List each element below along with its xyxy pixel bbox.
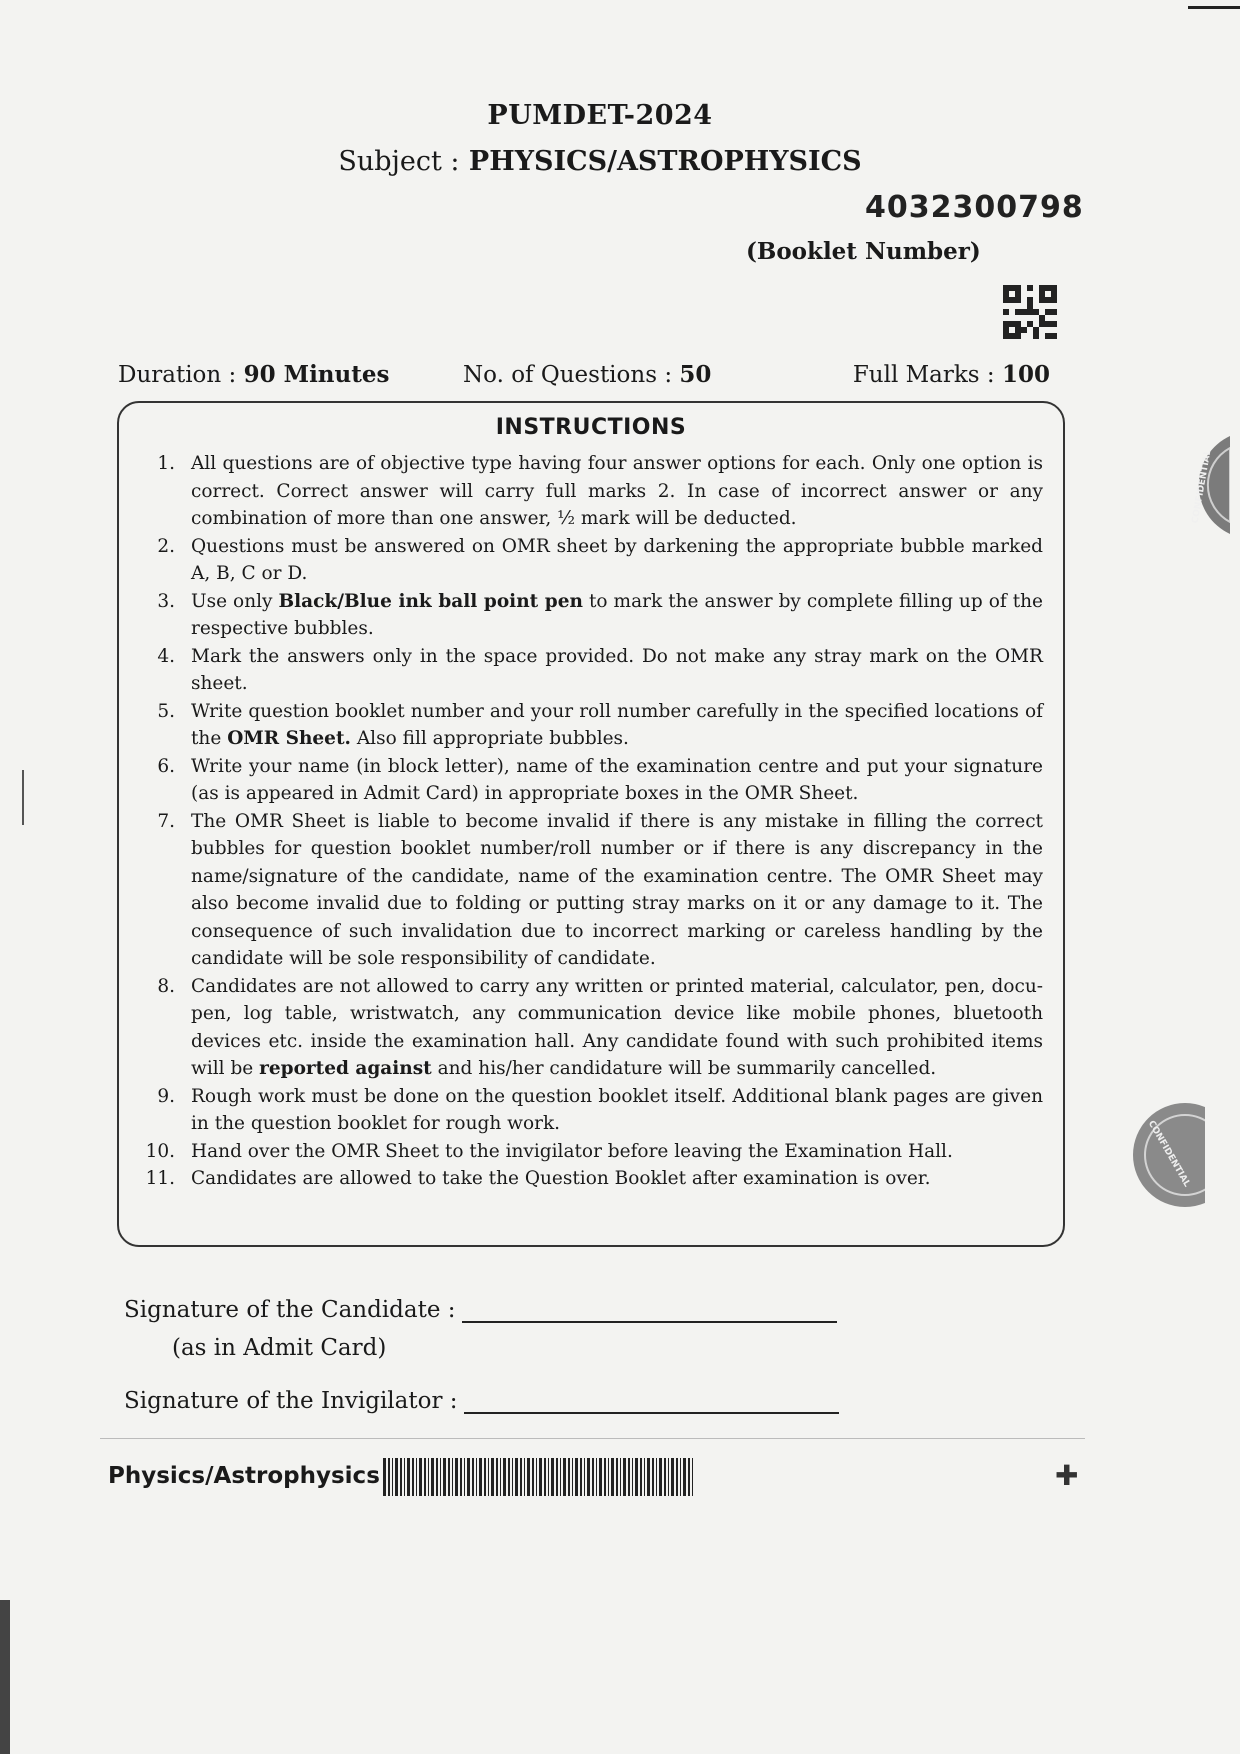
barcode-bar — [443, 1458, 446, 1496]
barcode-bar — [503, 1458, 506, 1496]
instruction-text: Candidates are allowed to take the Question Booklet after examination is over. — [191, 1168, 931, 1189]
barcode-bar — [644, 1458, 645, 1496]
barcode-bar — [575, 1458, 578, 1496]
barcode-bar — [512, 1458, 513, 1496]
barcode-bar — [395, 1458, 398, 1496]
instruction-number: 11. — [145, 1168, 175, 1189]
barcode-bar — [671, 1458, 674, 1496]
instruction-text: Hand over the OMR Sheet to the invigilator before leaving the Examination Hall. — [191, 1140, 953, 1162]
instruction-emphasis: reported against — [259, 1058, 432, 1079]
barcode-bar — [472, 1458, 474, 1496]
instruction-text: Rough work must be done on the question booklet itself. Additional blank pages are given in the question booklet for rough work. — [191, 1085, 1043, 1134]
barcode-bar — [460, 1458, 462, 1496]
scan-edge-mark — [0, 1600, 10, 1754]
instruction-number: 4. — [157, 645, 175, 667]
barcode-bar — [604, 1458, 606, 1496]
barcode-bar — [568, 1458, 570, 1496]
stamp-label: CONFIDENTIAL — [1145, 1119, 1192, 1189]
invigilator-signature-row — [124, 1388, 839, 1414]
instruction-text: The OMR Sheet is liable to become invalid if there is any mistake in filling the correct bubbles for question booklet number/roll number or if there is any discrepancy in the name/signature of the candidate, name of the examination centre. The OMR Sheet may also become invalid due to folding or putting stray marks on it or any damage to it. The consequence of such invalidation due to incorrect marking or careless handling by the candidate will be sole responsibility of candidate. — [191, 810, 1043, 969]
instruction-item — [139, 1165, 1043, 1193]
booklet-caption: (Booklet Number) — [746, 238, 981, 265]
instruction-item — [139, 533, 1043, 588]
subject-line — [0, 146, 1200, 177]
subject-prefix: Subject : — [338, 146, 460, 177]
instruction-text: and his/her candidature will be summarily cancelled. — [431, 1058, 937, 1079]
barcode-bar — [527, 1458, 530, 1496]
barcode-bar — [496, 1458, 498, 1496]
barcode-bar — [584, 1458, 585, 1496]
barcode-bar — [652, 1458, 654, 1496]
question-count: No. of Questions : 50 — [463, 361, 712, 388]
instruction-item — [139, 643, 1043, 698]
barcode-bar — [596, 1458, 597, 1496]
barcode-bar — [520, 1458, 522, 1496]
instruction-item — [139, 588, 1043, 643]
barcode-bar — [407, 1458, 410, 1496]
barcode-bar — [628, 1458, 630, 1496]
barcode-bar — [620, 1458, 621, 1496]
barcode-bar — [692, 1458, 693, 1496]
barcode-bar — [640, 1458, 642, 1496]
barcode-bar — [664, 1458, 666, 1496]
barcode-bar — [611, 1458, 614, 1496]
barcode-bar — [688, 1458, 690, 1496]
barcode-bar — [404, 1458, 405, 1496]
footer-divider — [100, 1438, 1085, 1439]
barcode-bar — [448, 1458, 450, 1496]
instruction-number: 10. — [145, 1140, 175, 1162]
barcode-bar — [659, 1458, 662, 1496]
instructions-heading: INSTRUCTIONS — [495, 415, 687, 440]
instructions-list — [139, 450, 1043, 1193]
barcode-icon — [383, 1458, 695, 1496]
barcode-bar — [656, 1458, 657, 1496]
confidential-stamp-icon — [1140, 430, 1230, 540]
barcode-bar — [683, 1458, 686, 1496]
barcode-bar — [548, 1458, 549, 1496]
barcode-bar — [560, 1458, 561, 1496]
barcode-bar — [539, 1458, 542, 1496]
candidate-signature-note: (as in Admit Card) — [172, 1335, 387, 1361]
qr-code-icon — [1003, 285, 1057, 339]
barcode-bar — [467, 1458, 470, 1496]
barcode-bar — [440, 1458, 441, 1496]
instruction-text: All questions are of objective type having four answer options for each. Only one option is correct. Correct answer will carry full marks 2. In case of incorrect answer or any combination of more than one answer, ½ mark will be deducted. — [191, 453, 1043, 529]
exam-title: PUMDET-2024 — [487, 100, 713, 131]
instruction-item — [139, 1083, 1043, 1138]
instruction-emphasis: OMR Sheet. — [227, 728, 351, 749]
instruction-item — [139, 753, 1043, 808]
barcode-bar — [635, 1458, 638, 1496]
instruction-number: 3. — [157, 590, 175, 612]
barcode-bar — [431, 1458, 434, 1496]
footer-subject: Physics/Astrophysics — [108, 1463, 380, 1489]
barcode-bar — [524, 1458, 525, 1496]
barcode-bar — [532, 1458, 534, 1496]
barcode-bar — [388, 1458, 390, 1496]
instruction-text: to mark the answer by complete filling up of the respective bubbles. — [191, 590, 1044, 639]
instruction-number: 2. — [157, 535, 175, 557]
barcode-bar — [647, 1458, 650, 1496]
barcode-bar — [599, 1458, 602, 1496]
barcode-bar — [551, 1458, 554, 1496]
barcode-bar — [515, 1458, 518, 1496]
registration-mark-icon: ✚ — [1055, 1459, 1079, 1492]
exam-meta-row — [118, 361, 1050, 393]
invigilator-signature-line — [464, 1412, 839, 1414]
instruction-text: Questions must be answered on OMR sheet by darkening the appropriate bubble marked A, B, C or D. — [191, 535, 1043, 584]
candidate-signature-line — [462, 1321, 837, 1323]
duration: Duration : 90 Minutes — [118, 361, 390, 388]
barcode-bar — [416, 1458, 417, 1496]
instruction-item — [139, 973, 1043, 1083]
barcode-bar — [479, 1458, 482, 1496]
subject-name: PHYSICS/ASTROPHYSICS — [468, 146, 862, 177]
instruction-number: 8. — [157, 975, 175, 997]
barcode-bar — [536, 1458, 537, 1496]
barcode-bar — [419, 1458, 422, 1496]
barcode-bar — [424, 1458, 426, 1496]
instruction-text: Mark the answers only in the space provided. Do not make any stray mark on the OMR sheet. — [191, 645, 1043, 694]
barcode-bar — [556, 1458, 558, 1496]
barcode-bar — [392, 1458, 393, 1496]
stamp-label: CONFIDENTIAL — [1190, 449, 1214, 525]
barcode-bar — [572, 1458, 573, 1496]
barcode-bar — [616, 1458, 618, 1496]
instruction-text: Write your name (in block letter), name of the examination centre and put your signature (as is appeared in Admit Card) in appropriate boxes in the OMR Sheet. — [191, 755, 1043, 804]
barcode-bar — [412, 1458, 414, 1496]
barcode-bar — [680, 1458, 681, 1496]
barcode-bar — [400, 1458, 402, 1496]
instruction-emphasis: Black/Blue ink ball point pen — [278, 590, 583, 612]
confidential-stamp-icon — [1115, 1100, 1205, 1210]
barcode-bar — [544, 1458, 546, 1496]
barcode-bar — [491, 1458, 494, 1496]
barcode-bar — [580, 1458, 582, 1496]
barcode-bar — [592, 1458, 594, 1496]
instruction-number: 1. — [157, 453, 175, 474]
instruction-text: Candidates are not allowed to carry any written or printed material, calculator, pen, docu-pen, log table, wristwatch, any communication device like mobile phones, bluetooth devices etc. inside the examination hall. Any candidate found with such prohibited items will be — [191, 975, 1043, 1079]
instruction-text: Write question booklet number and your roll number carefully in the specified locations of the — [191, 700, 1043, 749]
instruction-number: 5. — [157, 700, 175, 722]
page-edge-mark — [1188, 6, 1240, 9]
barcode-bar — [676, 1458, 678, 1496]
instruction-number: 7. — [157, 810, 175, 832]
barcode-bar — [428, 1458, 429, 1496]
barcode-bar — [488, 1458, 489, 1496]
barcode-bar — [587, 1458, 590, 1496]
barcode-bar — [455, 1458, 458, 1496]
candidate-signature-label: Signature of the Candidate : — [124, 1297, 456, 1323]
full-marks: Full Marks : 100 — [852, 361, 1050, 388]
candidate-signature-row — [124, 1297, 837, 1323]
instruction-item — [139, 450, 1043, 533]
instruction-text: Also fill appropriate bubbles. — [350, 728, 629, 749]
barcode-bar — [608, 1458, 609, 1496]
barcode-bar — [623, 1458, 626, 1496]
barcode-bar — [508, 1458, 510, 1496]
barcode-bar — [668, 1458, 669, 1496]
barcode-bar — [464, 1458, 465, 1496]
stray-mark — [22, 770, 24, 825]
barcode-bar — [632, 1458, 633, 1496]
instruction-item — [139, 698, 1043, 753]
invigilator-signature-label: Signature of the Invigilator : — [124, 1388, 458, 1414]
instruction-number: 9. — [157, 1085, 175, 1107]
instruction-item — [139, 808, 1043, 973]
barcode-bar — [452, 1458, 453, 1496]
instruction-number: 6. — [157, 755, 175, 777]
barcode-bar — [500, 1458, 501, 1496]
barcode-bar — [484, 1458, 486, 1496]
barcode-bar — [383, 1458, 386, 1496]
instructions-box — [117, 401, 1065, 1247]
barcode-bar — [563, 1458, 566, 1496]
instruction-text: Use only — [191, 590, 279, 612]
barcode-bar — [436, 1458, 438, 1496]
barcode-bar — [476, 1458, 477, 1496]
booklet-number: 4032300798 — [865, 190, 1084, 225]
instruction-item — [139, 1138, 1043, 1166]
